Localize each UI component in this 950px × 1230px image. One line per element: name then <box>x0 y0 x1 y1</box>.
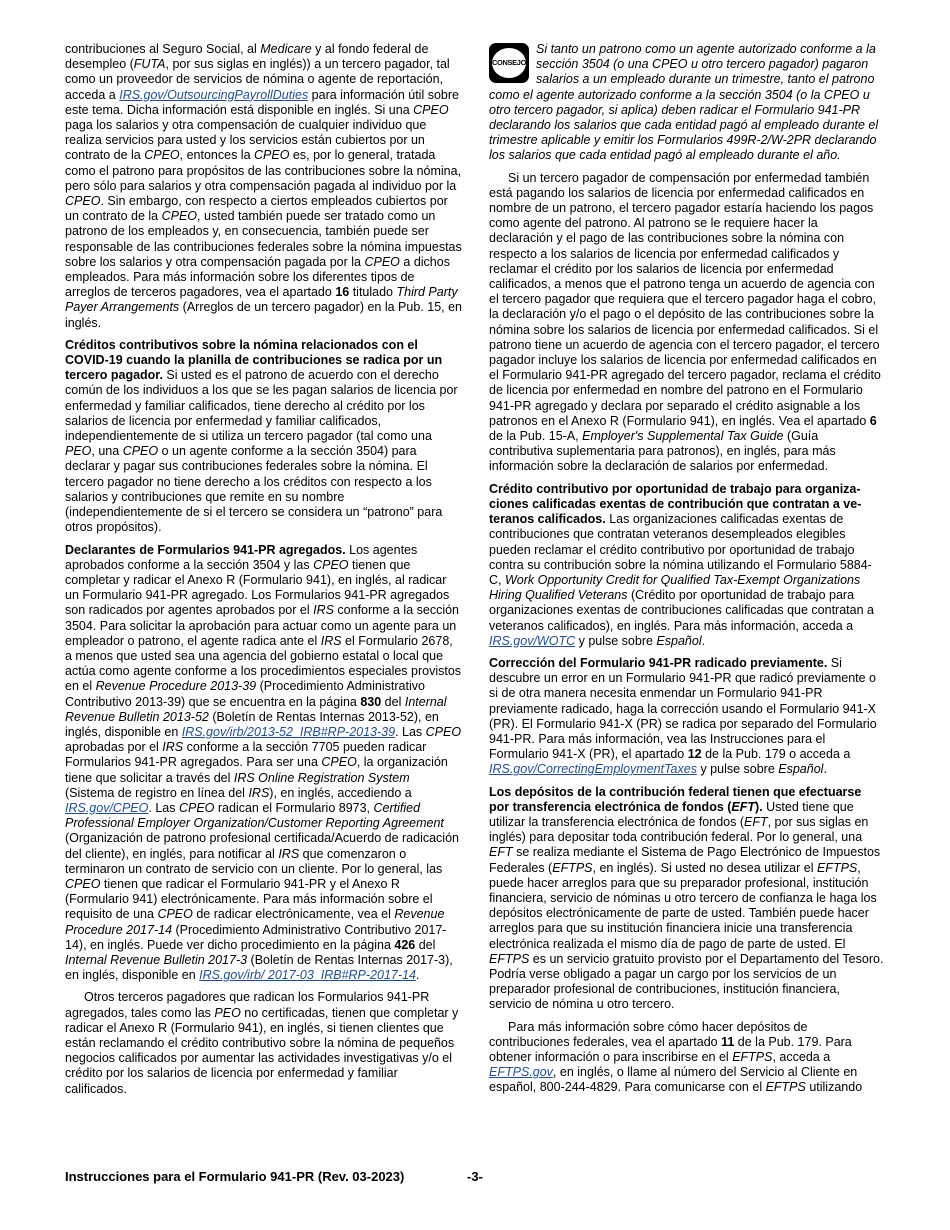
italic-run: Español <box>778 762 824 777</box>
italic-run: IRS Online Registration System <box>233 770 410 785</box>
text-run: es un servicio gratuito provisto por el Departamento del Tesoro. Podría verse obligado a pagar un cargo por los servicios de un preparador profesional de contribuciones, institución financiera, servicio de nómina u otro tercero. <box>489 951 884 1012</box>
italic-run: CPEO <box>157 907 193 922</box>
text-run: , en inglés, o llame al número del Servicio al Cliente en español, 800-244-4829. Para comunicarse con el <box>489 1065 858 1095</box>
text-run: (Boletín de Rentas Internas 2013-52), en inglés, disponible en <box>65 709 439 739</box>
text-run: conforme a la sección 7705 pueden radicar Formularios 941-PR agregados. Para ser una <box>65 740 427 770</box>
italic-run: CPEO <box>413 102 449 117</box>
bold-run: 11 <box>721 1034 735 1049</box>
link[interactable]: IRS.gov/irb/2013-52_IRB#RP-2013-39 <box>181 724 396 739</box>
italic-run: IRS <box>313 603 334 618</box>
tip-badge-label: CONSEJO <box>492 48 526 78</box>
left-column <box>65 42 462 1104</box>
italic-run: Medicare <box>260 42 312 56</box>
text-run: . <box>415 968 420 983</box>
italic-run: CPEO <box>161 209 198 224</box>
text-run: Si usted es el patrono de acuerdo con el derecho común de los individuos a los que se les pagan salarios de licencia por enfermedad y familiar calificados, tiene derecho al crédito por los salarios de licencia por enfermedad y familiar calificados, independientemente de si utiliza un tercero pagador (tal como una <box>65 368 458 444</box>
bold-italic-run: EFT <box>731 799 756 814</box>
text-run: . Las <box>395 724 426 739</box>
text-run: (Arreglos de un tercero pagador) en la Pub. 15, en inglés. <box>65 300 462 330</box>
link[interactable]: IRS.gov/WOTC <box>489 633 576 648</box>
text-run: de la Pub. 179 o acceda a <box>701 747 851 762</box>
text-run: , puede hacer arreglos para que su preparador profesional, institución financiera, servicio de nóminas u otro tercero de confianza le haga los depósitos electrónicamente de parte de usted. También puede hacer arreglos para que su institución financiera inicie una transferencia electrónica realizada el mismo día de pago de parte de usted. El <box>489 860 877 951</box>
text-run: de la Pub. 179. Para obtener información o para inscribirse en el <box>489 1034 852 1064</box>
bold-run: 830 <box>360 694 382 709</box>
link[interactable]: IRS.gov/OutsourcingPayrollDuties <box>119 87 309 102</box>
paragraph-eft-deposits <box>489 785 884 1013</box>
paragraph-sick-pay-third-party <box>489 171 884 475</box>
italic-run: PEO <box>214 1005 241 1020</box>
italic-run: EFTPS <box>816 860 858 875</box>
text-run: que comenzaron o terminaron un contrato de servicio con un cliente. Por lo general, las <box>65 846 443 876</box>
text-run: tienen que completar y radicar el Anexo R (Formulario 941), en inglés, al radicar un Formulario 941-PR agregado. Los Formularios 941-PR agregados son radicados por agentes aprobados por el <box>65 557 450 618</box>
text-run: Los agentes aprobados conforme a la sección 3504 y las <box>65 542 418 572</box>
link[interactable]: IRS.gov/CPEO <box>65 800 149 815</box>
text-run: (Crédito por oportunidad de trabajo para organizaciones exentas de contribuciones calificadas que contratan a veteranos calificados), en inglés. Para más información, acceda a <box>489 588 874 633</box>
bold-run: Los depósitos de la contribución federal tienen que efectuarse por transferencia electrónica de fondos ( <box>489 784 862 814</box>
text-run: , usted también puede ser tratado como un patrono de los empleados y, en consecuencia, también puede ser responsable de las contribuciones federales sobre la nómina impuestas sobre los salarios y otra compensación pagada por la <box>65 209 462 269</box>
italic-run: CPEO <box>122 444 159 459</box>
text-run: contribuciones al Seguro Social, al <box>65 42 261 56</box>
text-run: , acceda a <box>772 1050 831 1064</box>
italic-run: CPEO <box>313 557 349 572</box>
bold-run: 6 <box>869 413 877 428</box>
text-run: de radicar electrónicamente, vea el <box>192 907 395 922</box>
text-run: para información útil sobre este tema. Dicha información está disponible en inglés. Si una <box>65 87 459 117</box>
text-run: tienen que radicar el Formulario 941-PR y el Anexo R (Formulario 941) electrónicamente. Para más información sobre el requisito de una <box>65 876 433 922</box>
footer-title: Instrucciones para el Formulario 941-PR (Rev. 03-2023) <box>65 1169 405 1184</box>
italic-run: Certified Professional Employer Organization/Customer Reporting Agreement <box>65 800 444 831</box>
bold-run: Crédito contributivo por oportunidad de trabajo para organizaciones calificadas exentas de contribución que contratan a veteranos calificados. <box>489 481 862 527</box>
text-run: de la Pub. 15-A, <box>489 429 583 444</box>
italic-run: IRS <box>278 846 300 861</box>
text-run: radican el Formulario 8973, <box>214 800 374 815</box>
italic-run: Revenue Procedure 2013-39 <box>95 679 257 694</box>
text-run: conforme a la sección 3504. Para solicitar la aprobación para actuar como un agente para un empleador o patrono, el agente radica ante el <box>65 603 459 648</box>
italic-run: EFT <box>744 814 768 829</box>
consejo-tip-icon <box>489 43 529 83</box>
italic-run: EFTPS <box>765 1080 806 1095</box>
italic-run: EFTPS <box>552 860 593 875</box>
link[interactable]: IRS.gov/CorrectingEmploymentTaxes <box>489 762 697 777</box>
text-run: (Boletín de Rentas Internas 2017-3), en inglés, disponible en <box>65 952 453 983</box>
italic-run: Español <box>656 633 702 648</box>
text-run: Otros terceros pagadores que radican los Formularios 941-PR agregados, tales como las <box>65 990 430 1020</box>
text-run: y al fondo federal de desempleo ( <box>65 42 429 72</box>
text-run: y pulse sobre <box>575 633 657 648</box>
text-run: el Formulario 2678, a menos que usted sea una agencia del gobierno estatal o local que actúa como agente conforme a los procedimientos especiales provistos en el <box>65 633 462 694</box>
italic-run: CPEO <box>364 254 400 269</box>
italic-run: Third Party Payer Arrangements <box>65 285 458 315</box>
italic-run: CPEO <box>144 148 180 163</box>
text-run: del <box>381 694 405 709</box>
italic-run: CPEO <box>65 194 101 209</box>
italic-run: PEO <box>65 444 92 459</box>
text-run: , la organización tiene que solicitar a través del <box>65 755 448 785</box>
italic-run: CPEO <box>178 800 215 815</box>
italic-run: CPEO <box>254 148 290 163</box>
bold-run: 16 <box>335 285 350 300</box>
paragraph-aggregate-filers <box>65 543 462 984</box>
italic-run: CPEO <box>425 724 462 739</box>
italic-run: IRS <box>162 740 184 755</box>
italic-run: Employer's Supplemental Tax Guide <box>582 429 784 444</box>
bold-run: 426 <box>394 937 416 952</box>
italic-run: Internal Revenue Bulletin 2013-52 <box>65 694 447 724</box>
text-run: . <box>823 762 827 777</box>
tip-box <box>489 42 884 164</box>
paragraph-other-third-party-payers <box>65 990 462 1096</box>
paragraph-work-opportunity-credit <box>489 482 884 649</box>
text-run: . Sin embargo, con respecto a ciertos empleados cubiertos por un contrato de la <box>65 194 448 224</box>
paragraph-eftps-info <box>489 1020 884 1096</box>
link[interactable]: EFTPS.gov <box>489 1065 553 1080</box>
text-run: no certificadas, tienen que completar y radicar el Anexo R (Formulario 941), en inglés, si tienen clientes que están reclamando el crédito contributivo sobre la nómina de pequeños negocios calificados por aumentar las actividades investigativas y/o el crédito por los salarios de licencia por enfermedad y familiar calificados. <box>65 1005 459 1096</box>
text-run: Para más información sobre cómo hacer depósitos de contribuciones federales, vea el apartado <box>489 1019 808 1049</box>
text-run: Si tanto un patrono como un agente autorizado conforme a la sección 3504 (o una CPEO u otro tercero pagador) pagaron salarios a un empleado durante un trimestre, tanto el patrono como el agente autorizado conforme a la sección 3504 (o la CPEO u otro tercero pagador, si aplica) deben radicar el Formulario 941-PR declarando los salarios que cada entidad pagó al empleado durante el trimestre aplicable y emitir los Formularios 499R-2/W-2PR declarando los salarios que cada entidad pagó al empleado durante el año. <box>489 42 879 163</box>
text-run: (Sistema de registro en línea del <box>65 785 249 800</box>
italic-run: Internal Revenue Bulletin 2017-3 <box>65 952 248 967</box>
text-run: aprobadas por el <box>65 740 163 755</box>
text-run: del <box>415 937 436 952</box>
text-run: titulado <box>349 285 397 300</box>
text-run: (Guía contributiva suplementaria para patronos), en inglés, para más información sobre la declaración de salarios por enfermedad. <box>489 429 836 474</box>
text-run: , entonces la <box>179 148 255 163</box>
italic-run: CPEO <box>321 755 357 770</box>
bold-run: Créditos contributivos sobre la nómina relacionados con el COVID-19 cuando la planilla de contribuciones se radica por un tercero pagador. <box>65 337 443 383</box>
italic-run: EFT <box>489 845 513 860</box>
text-run: paga los salarios y otra compensación de cualquier individuo que realiza servicios para usted y los servicios están cubiertos por un contrato de la <box>65 118 427 163</box>
text-run: a dichos empleados. Para más información sobre los diferentes tipos de arreglos de terceros pagadores, vea el apartado <box>65 254 450 300</box>
italic-run: EFTPS <box>732 1050 773 1064</box>
bold-run: 12 <box>687 747 702 762</box>
text-run: ), en inglés, accediendo a <box>269 785 412 800</box>
tip-text <box>489 42 884 164</box>
text-run: . Las <box>148 800 179 815</box>
text-run: (Organización de patrono profesional certificada/Acuerdo de radicación del cliente), en inglés, para notificar al <box>65 831 459 861</box>
italic-run: IRS <box>320 633 342 648</box>
text-run: es, por lo general, tratada como el patrono para propósitos de las contribuciones sobre la nómina, pero sólo para salarios y otra compensación pagada al individuo por la <box>65 148 462 193</box>
text-run: Usted tiene que utilizar la transferencia electrónica de fondos ( <box>489 799 854 829</box>
text-run: , por sus siglas en inglés)) a un tercero pagador, tal como un proveedor de servicios de nómina o agente de reportación, acceda a <box>65 57 450 102</box>
text-run: o un agente conforme a la sección 3504) para declarar y pagar sus contribuciones federales sobre la nómina. El tercero pagador no tiene derecho a los créditos con respecto a los salarios y contribuciones que remite en su nombre (independientemente de si el tercero se considera un “patrono” para otros propósitos). <box>65 444 443 535</box>
text-run: Si descubre un error en un Formulario 941-PR que radicó previamente o si de otra manera necesita enmendar un Formulario 941-PR previamente radicado, haga la corrección usando el Formulario 941-X (PR). El Formulario 941-X (PR) se radica por separado del Formulario 941-PR. Para más información, vea las Instrucciones para el Formulario 941-X (PR), el apartado <box>489 655 877 762</box>
paragraph-correction <box>489 656 884 778</box>
text-run: , una <box>91 444 123 459</box>
link[interactable]: IRS.gov/irb/ 2017-03_IRB#RP-2017-14 <box>199 968 416 983</box>
italic-run: EFTPS <box>489 951 530 966</box>
italic-run: Revenue Procedure 2017-14 <box>65 907 445 937</box>
page-number: -3- <box>467 1169 483 1184</box>
text-run: Si un tercero pagador de compensación por enfermedad también está pagando los salarios de licencia por enfermedad calificados en nombre de un patrono, el tercero pagador estaría haciendo los pagos como agente del patrono. Al patrono se le requiere hacer la declaración y el pago de las contribuciones sobre la nómina con respecto a los salarios de licencia por enfermedad calificados y reclamar el crédito por los salarios de licencia por enfermedad calificados, a menos que el patrono tenga un acuerdo de agencia con el tercero pagador que requiera que el tercero pagador haga el cobro, la declaración y/o el pago o el depósito de las contribuciones sobre la nómina sobre los salarios de licencia por enfermedad calificados. Si el patrono tiene un acuerdo de agencia con el tercero pagador, el tercero pagador incluye los salarios de licencia por enfermedad calificados en el Formulario 941-PR agregado del tercero pagador, reclama el crédito de licencia por enfermedad en nombre del patrono en el Formulario 941-PR agregado y declara por separado el crédito asignable a los patronos en el Anexo R (Formulario 941), en inglés. Vea el apartado <box>489 170 881 428</box>
bold-run: Corrección del Formulario 941-PR radicado previamente. <box>489 655 828 670</box>
italic-run: IRS <box>248 785 270 800</box>
italic-run: CPEO <box>65 876 101 891</box>
text-run: . <box>701 633 706 648</box>
paragraph-covid-credits <box>65 338 462 536</box>
text-run: (Procedimiento Administrativo Contributivo 2013-39) que se encuentra en la página <box>65 679 425 709</box>
text-run: y pulse sobre <box>696 762 779 777</box>
text-run: (Procedimiento Administrativo Contributivo 2017-14), en inglés. Puede ver dicho procedimiento en la página <box>65 922 447 952</box>
text-run: se realiza mediante el Sistema de Pago Electrónico de Impuestos Federales ( <box>489 845 881 875</box>
bold-run: Declarantes de Formularios 941-PR agregados. <box>65 542 346 557</box>
text-run: utilizando <box>805 1080 863 1095</box>
text-run: , en inglés). Si usted no desea utilizar el <box>592 860 817 875</box>
bold-run: ). <box>755 799 763 814</box>
right-column <box>489 42 884 1103</box>
text-run: , por sus siglas en inglés) para depositar toda contribución federal. Por lo general, una <box>489 814 869 845</box>
text-run: Las organizaciones calificadas exentas de contribuciones que contratan veteranos desempleados elegibles pueden reclamar el crédito contributivo por oportunidad de trabajo contra su contribución sobre la nómina utilizando el Formulario 5884-C, <box>489 512 872 587</box>
italic-run: FUTA <box>133 57 166 72</box>
paragraph-third-party-payer <box>65 42 462 331</box>
italic-run: Work Opportunity Credit for Qualified Tax-Exempt Organizations Hiring Qualified Veterans <box>489 572 861 603</box>
